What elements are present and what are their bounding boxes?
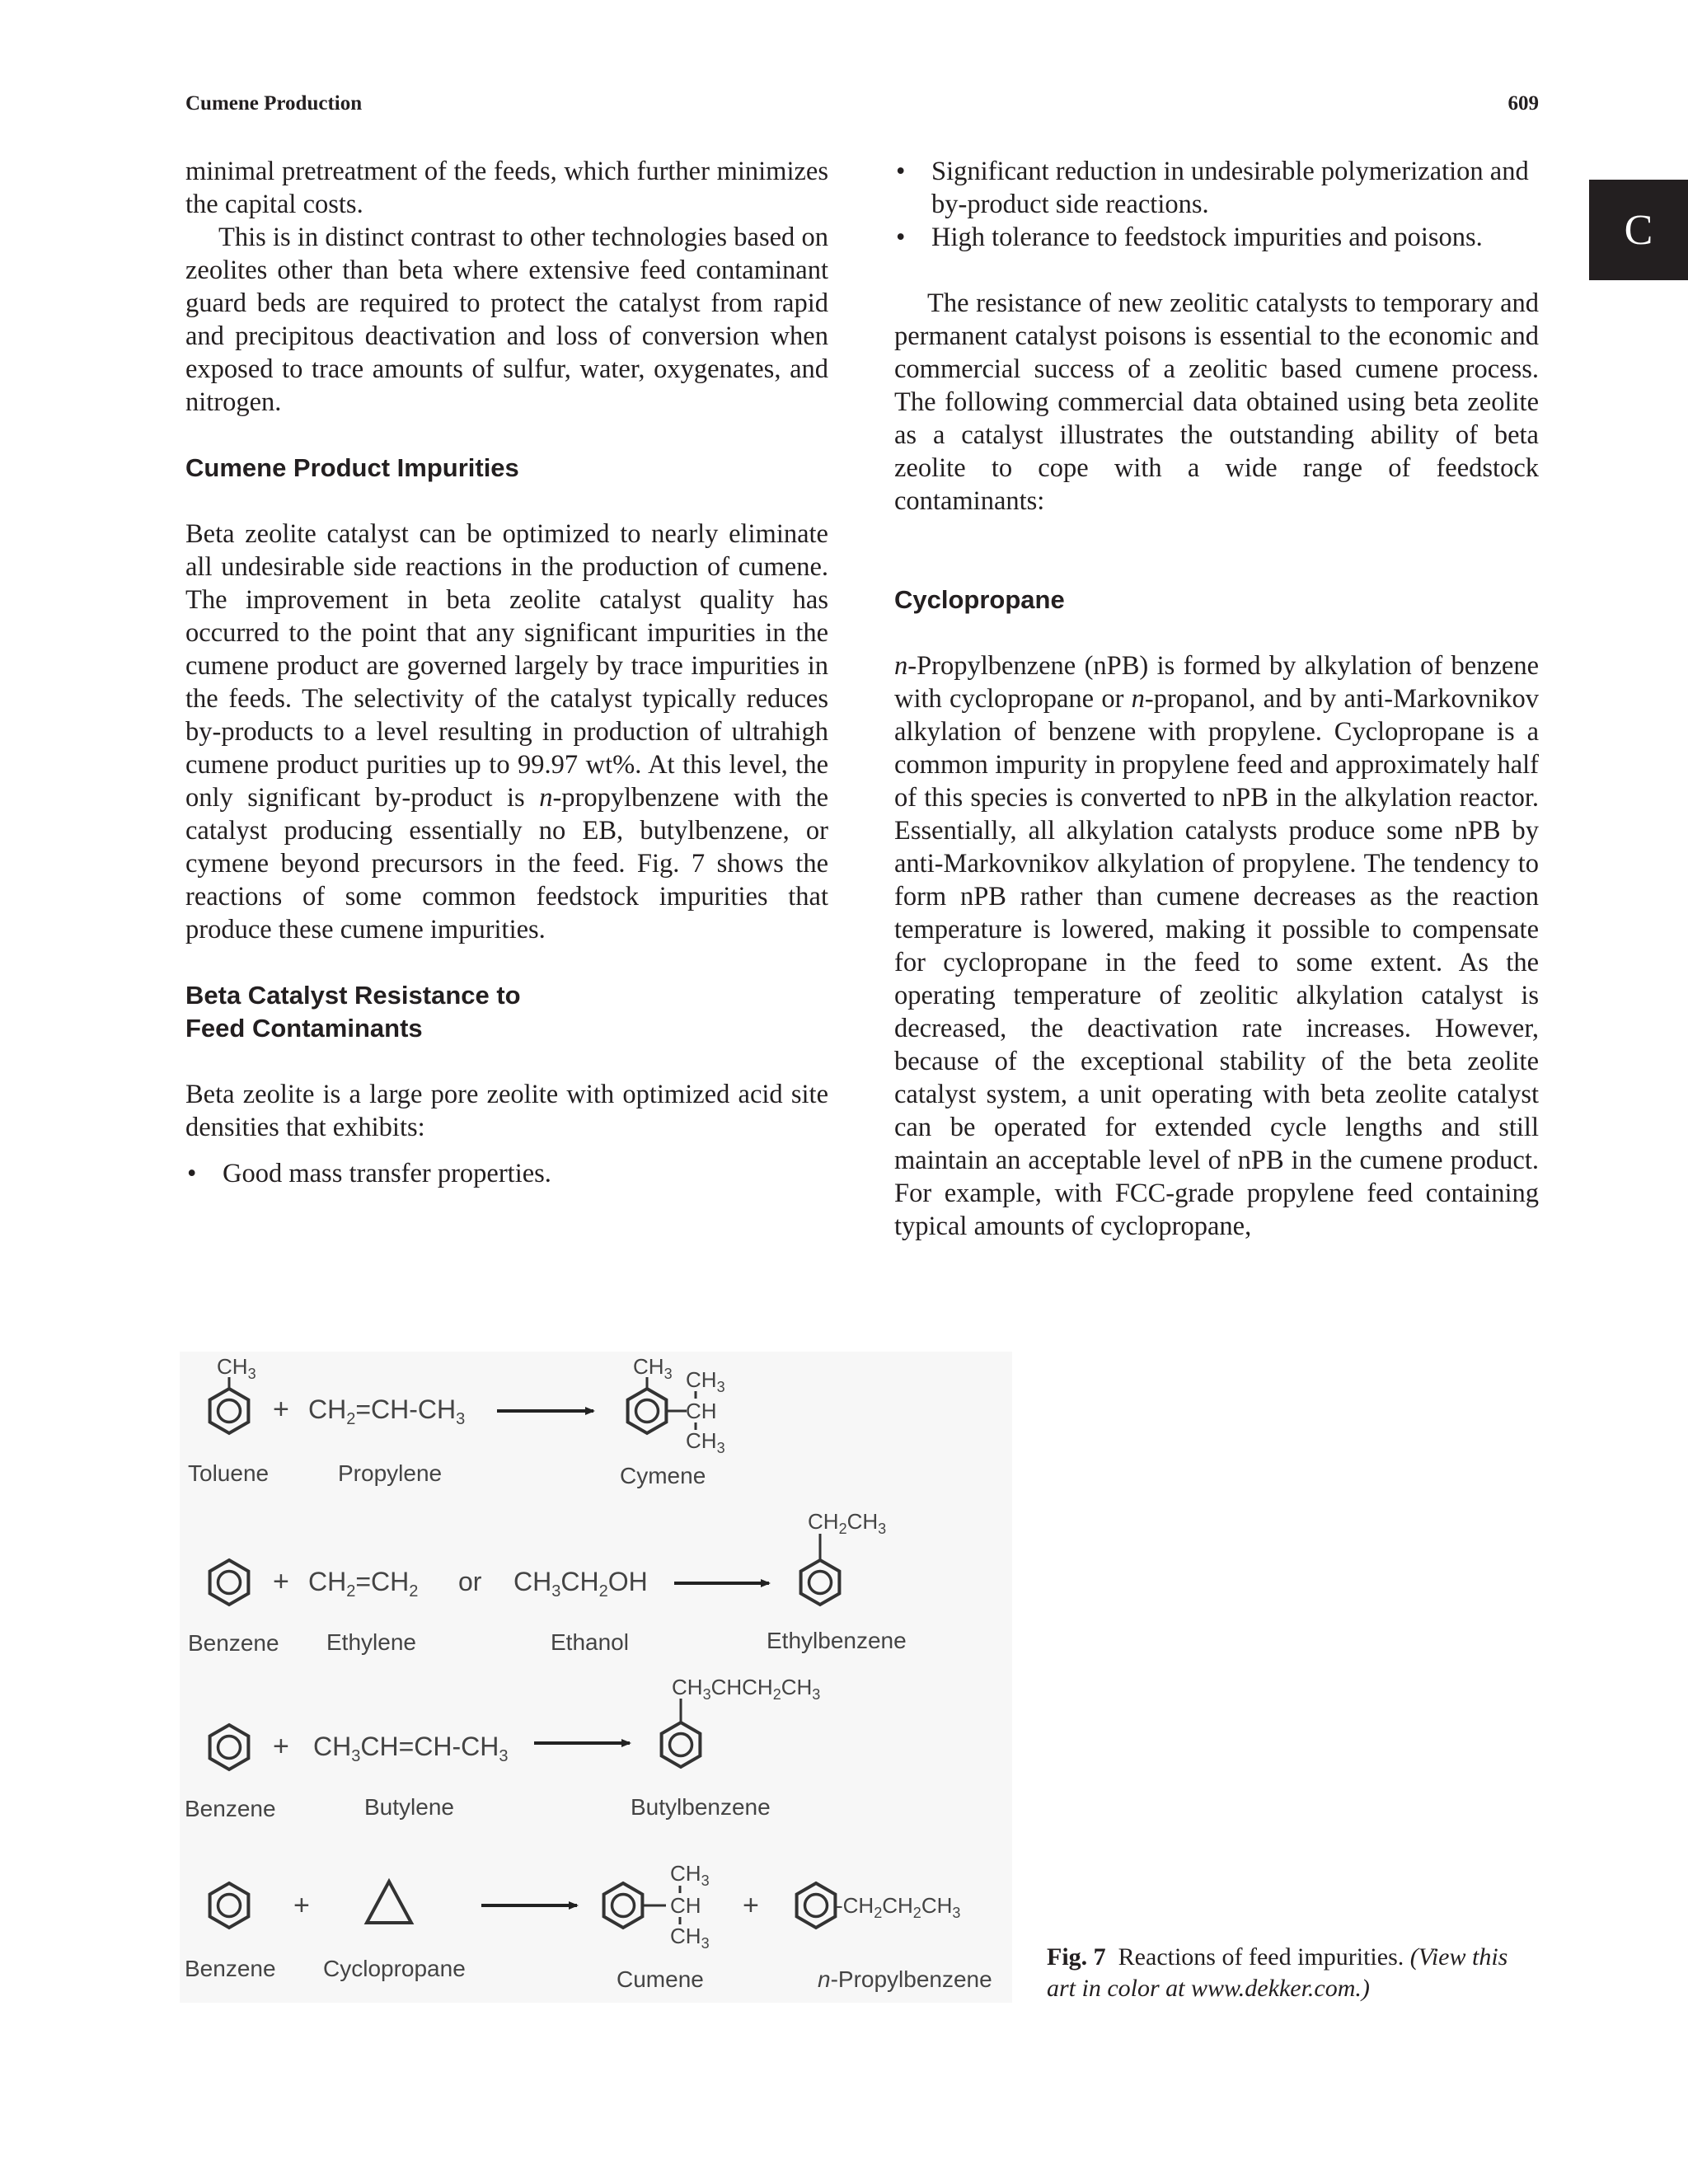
figure-caption bbox=[1047, 1942, 1539, 2004]
propylene-formula: $CH_2=CH-CH_3$ bbox=[308, 1394, 466, 1428]
list-item: • Good mass transfer properties. bbox=[185, 1157, 828, 1190]
paragraph: Beta zeolite is a large pore zeolite with optimized acid site densities that exhibits: bbox=[185, 1080, 828, 1142]
cyclopropane-triangle-icon bbox=[367, 1882, 411, 1923]
label-cumene: Cumene bbox=[617, 1966, 704, 1992]
paragraph: This is in distinct contrast to other technologies based on zeolites other than beta where extensive feed contaminant guard beds are required to protect the catalyst from rapid and precipitous deactivation and loss of conversion when exposed to trace amounts of sulfur, water, oxygenates, and nitrogen. bbox=[185, 223, 828, 417]
paragraph: Beta zeolite catalyst can be optimized to nearly eliminate all undesirable side reactions in the production of cumene. The improvement in beta zeolite catalyst quality has occurred to the point that any significant impurities in the cumene product are governed largely by trace impurities in the feeds. The selectivity of the catalyst typically reduces by-products to a level resulting in production of ultrahigh cumene product purities up to 99.97 wt%. At this level, the only significant by-product is n-propylbenzene with the catalyst producing essentially no EB, butylbenzene, or cymene beyond precursors in the feed. Fig. 7 shows the reactions of some common feedstock impurities that produce these cumene impurities. bbox=[185, 519, 829, 944]
reaction-row-ethylbenzene bbox=[188, 1509, 907, 1656]
running-head bbox=[185, 92, 1539, 125]
benzene-ring-icon bbox=[210, 1725, 249, 1769]
running-head-title: Cumene Production bbox=[185, 92, 363, 115]
svg-text:-CH2CH2CH3: $-CH_2CH_2CH_3$ bbox=[836, 1893, 961, 1921]
svg-text:+: + bbox=[273, 1566, 289, 1597]
label-toluene: Toluene bbox=[188, 1460, 270, 1486]
benzene-ring-icon bbox=[210, 1883, 249, 1928]
label-propylene: Propylene bbox=[338, 1460, 443, 1486]
reaction-row-butylbenzene bbox=[185, 1675, 820, 1821]
label-cymene: Cymene bbox=[620, 1463, 706, 1488]
cumene-ring-icon bbox=[604, 1883, 643, 1928]
page-number: 609 bbox=[1507, 92, 1539, 115]
figure-7-reactions bbox=[180, 1352, 1012, 2003]
section-thumb-tab: C bbox=[1589, 180, 1688, 280]
reaction-row-cymene bbox=[188, 1354, 725, 1488]
svg-text:CH3CHCH2CH3: $CH_3CHCH_2CH_3$ bbox=[672, 1675, 821, 1703]
svg-text:+: + bbox=[743, 1890, 759, 1921]
figure-caption-note: (View this art in color at www.dekker.com.) bbox=[1047, 1943, 1508, 2002]
butylbenzene-ring-icon bbox=[662, 1722, 701, 1767]
bullet-list bbox=[185, 1157, 828, 1190]
label-benzene: Benzene bbox=[188, 1630, 279, 1656]
section-heading-cyclopropane: Cyclopropane bbox=[894, 585, 1065, 614]
svg-text:CH3: $CH_3$ bbox=[686, 1367, 725, 1395]
methyl-group-label: $CH_3$ bbox=[633, 1354, 673, 1382]
label-ethylene: Ethylene bbox=[326, 1629, 416, 1655]
butylene-formula: $CH_3CH=CH-CH_3$ bbox=[313, 1732, 509, 1765]
paragraph: n-Propylbenzene (nPB) is formed by alkylation of benzene with cyclopropane or n-propanol, and by anti-Markovnikov alkylation of benzene with propylene. Cyclopropane is a common impurity in propylene feed and approximately half of this species is converted to nPB in the alkylation reactor. Essentially, all alkylation catalysts produce some nPB by anti-Markovnikov alkylation of propylene. The tendency to form nPB rather than cumene decreases as the reaction temperature is lowered, making it possible to compensate for cyclopropane in the feed to some extent. As the operating temperature of zeolitic alkylation catalyst is decreased, the deactivation rate increases. However, because of the exceptional stability of the beta zeolite catalyst system, a unit operating with beta zeolite catalyst can be operated for extended cycle lengths and still maintain an acceptable level of nPB in the cumene product. For example, with FCC-grade propylene feed containing typical amounts of cyclopropane, bbox=[894, 651, 1539, 1241]
svg-text:+: + bbox=[273, 1731, 289, 1762]
label-ethylbenzene: Ethylbenzene bbox=[767, 1628, 907, 1653]
svg-text:+: + bbox=[293, 1890, 310, 1921]
label-cyclopropane: Cyclopropane bbox=[323, 1956, 466, 1981]
section-heading-cumene-product-impurities: Cumene Product Impurities bbox=[185, 453, 519, 482]
list-item: • Significant reduction in undesirable polymerization and by-product side reactions. bbox=[894, 155, 1539, 221]
label-butylbenzene: Butylbenzene bbox=[631, 1794, 771, 1820]
methyl-group-label: $CH_3$ bbox=[217, 1354, 256, 1382]
label-benzene: Benzene bbox=[185, 1956, 276, 1981]
toluene-ring-icon bbox=[210, 1389, 249, 1433]
svg-text:CH: CH bbox=[670, 1893, 701, 1918]
cymene-ring-icon bbox=[628, 1389, 667, 1433]
figure-caption-text: Reactions of feed impurities. bbox=[1118, 1943, 1404, 1971]
left-column bbox=[185, 155, 828, 1190]
svg-text:CH3: $CH_3$ bbox=[670, 1924, 710, 1952]
label-ethanol: Ethanol bbox=[551, 1629, 629, 1655]
reaction-row-cumene bbox=[185, 1861, 992, 1992]
paragraph: minimal pretreatment of the feeds, which further minimizes the capital costs. bbox=[185, 157, 828, 219]
label-butylene: Butylene bbox=[364, 1794, 454, 1820]
figure-caption-label: Fig. 7 bbox=[1047, 1943, 1106, 1971]
ethylbenzene-ring-icon bbox=[801, 1560, 840, 1605]
svg-text:CH3: $CH_3$ bbox=[686, 1428, 725, 1456]
right-column bbox=[894, 155, 1539, 1243]
svg-text:CH: CH bbox=[686, 1399, 717, 1423]
paragraph: The resistance of new zeolitic catalysts to temporary and permanent catalyst poisons is essential to the economic and commercial success of a zeolitic based cumene process. The following commercial data obtained using beta zeolite as a catalyst illustrates the outstanding ability of beta zeolite to cope with a wide range of feedstock contaminants: bbox=[894, 288, 1539, 516]
n-propylbenzene-ring-icon bbox=[797, 1883, 836, 1928]
label-benzene: Benzene bbox=[185, 1796, 276, 1821]
ethanol-formula: $CH_3CH_2OH$ bbox=[513, 1567, 648, 1601]
label-n-propylbenzene: n-Propylbenzene bbox=[818, 1966, 992, 1992]
bullet-list bbox=[894, 155, 1539, 254]
svg-text:CH3: $CH_3$ bbox=[670, 1861, 710, 1889]
list-item: • High tolerance to feedstock impurities and poisons. bbox=[894, 221, 1539, 254]
svg-text:CH2CH3: $CH_2CH_3$ bbox=[808, 1509, 887, 1537]
plus-sign: + bbox=[273, 1394, 289, 1425]
ethylene-formula: $CH_2=CH_2$ bbox=[308, 1567, 419, 1601]
section-heading-beta-catalyst-resistance: Beta Catalyst Resistance to Feed Contaminants bbox=[185, 981, 521, 1043]
benzene-ring-icon bbox=[210, 1560, 249, 1605]
svg-text:or: or bbox=[458, 1567, 482, 1596]
